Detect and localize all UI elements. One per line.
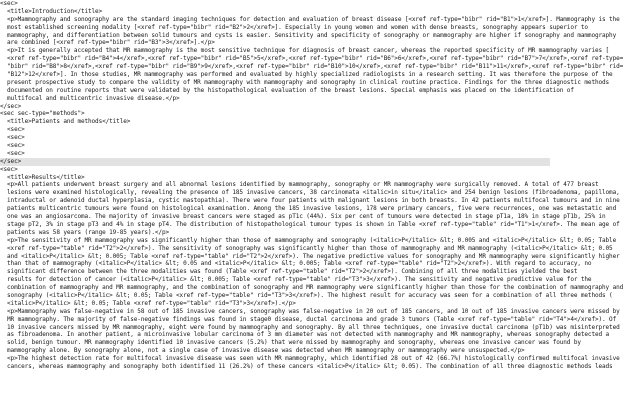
source-line — [0, 31, 617, 40]
source-line-text: <sec> — [0, 0, 18, 7]
source-line — [0, 63, 623, 71]
source-line-text: multifocal and multicentric invasive disease.</p> — [0, 94, 180, 102]
source-line — [0, 158, 550, 166]
source-line — [0, 8, 550, 16]
source-line — [0, 323, 620, 332]
source-line — [0, 252, 620, 261]
source-line-text: mammography, and differentiation between solid tumours and cysts is easier. Sensitivity and specificity of sonography or mammography are higher if sonography and mammography — [0, 31, 617, 39]
source-line-text: <title>Results</title> — [0, 173, 85, 181]
source-line — [0, 284, 623, 292]
source-line-text: <p>The sensitivity of MR mammography was significantly higher than those of mammography and sonography (<italic>P</italic> &lt; 0.005 and <italic>P</italic> &lt; 0.05; Table — [0, 236, 617, 244]
source-line — [0, 0, 550, 8]
source-line-text: <sec> — [0, 142, 25, 150]
source-line-text: <title>Patients and methods</title> — [0, 118, 131, 126]
source-line — [0, 95, 550, 103]
source-line — [0, 118, 550, 126]
source-line — [0, 47, 610, 55]
source-line-text: <sec> — [0, 149, 25, 157]
source-line — [0, 134, 550, 142]
source-line — [0, 86, 574, 95]
source-line-text: cancers, whereas mammography and sonography both identified 11 (26.2%) of these cancers <italic>P</italic> &lt; 0.05). The combination of all three diagnostic methods leads — [0, 362, 613, 370]
source-line — [0, 110, 550, 118]
source-line-text: than that of mammography (<italic>P</italic> &lt; 0.05 and <italic>P</italic> &lt; 0.005; Table <xref ref-type="table" rid="T2">2</xref>). With regard to accuracy, no — [0, 260, 592, 268]
source-line — [0, 189, 620, 197]
source-line-text: <sec sec-type="methods"> — [0, 110, 85, 118]
source-line-text: <sec> — [0, 134, 25, 142]
source-line-text: </sec> — [0, 102, 22, 110]
source-line — [0, 260, 592, 268]
source-line — [0, 347, 550, 355]
source-line — [0, 307, 620, 316]
source-line-text: mammography alone. By sonography alone, not a single case of invasive disease was detected when MR mammography or mammography were unsuspected.</p> — [0, 347, 525, 355]
source-line-text: <xref ref-type="bibr" rid="B4">4</xref>,<xref ref-type="bibr" rid="B5">5</xref>,<xref ref-type="bibr" rid="B6">6</xref>,<xref ref-type="bibr" rid="B7">7</xref>,<xref ref-type= — [0, 55, 623, 63]
source-line — [0, 150, 550, 158]
source-line-text: as fibroadenoma. In another patient, a microinvasive lobular carcinoma of 3 mm diameter was not detected with mammography and MR mammography, whereas sonography detected a — [0, 331, 610, 339]
source-line-text: sonography (<italic>P</italic> &lt; 0.05; Table <xref ref-type="table" rid="T3">3</xref>). The highest result for accuracy was seen for a combination of all three methods ( — [0, 291, 613, 299]
source-line — [0, 236, 617, 245]
source-line-text: <p>It is generally accepted that MR mammography is the most sensitive technique for diagnosis of breast cancer, whereas the reported specificity of MR mammography varies [ — [0, 47, 610, 55]
source-line — [0, 300, 550, 308]
source-line — [0, 197, 620, 205]
source-line — [0, 166, 550, 174]
source-line — [0, 23, 588, 32]
source-line — [0, 315, 617, 324]
source-line-text: combination of mammography and MR mammography, and the combination of sonography and MR mammography were significantly higher than those for the combination of mammography and — [0, 284, 623, 292]
source-line-text: <xref ref-type="table" rid="T2">2</xref>). The sensitivity of sonography was significantly higher than those of mammography and MR mammography (<italic>P</italic> &lt; 0.05 — [0, 244, 613, 252]
source-line-text: </sec> — [0, 157, 22, 165]
source-line — [0, 276, 592, 284]
source-line-text: most established screening modality [<xref ref-type="bibr" rid="B2">2</xref>]. Especially in young women and women with dense breasts, sonography appears superior to — [0, 23, 588, 31]
source-line-text: <italic>P</italic> &lt; 0.05; Table <xref ref-type="table" rid="T3">3</xref>).</p> — [0, 299, 296, 307]
source-line-text: one was an angiosarcoma. The majority of invasive breast cancers were staged as pT1c (44%). Six per cent of tumours were detected in stage pT1a, 18% in stage pT1b, 25% in — [0, 213, 606, 221]
source-line — [0, 355, 620, 363]
source-line-text: lesions were examined histologically, revealing the presence of 185 invasive cancers, 38 carcinomata <italic>in situ</italic> and 254 benign lesions (fibroadenoma, papilloma, — [0, 189, 620, 197]
source-line-text: solid, benign tumour. MR mammography identified 10 invasive cancers (5.2%) that were missed by mammography and sonography, whereas one invasive cancer was found by — [0, 339, 581, 347]
source-line-text: <sec> — [0, 165, 18, 173]
source-line — [0, 244, 613, 253]
source-line-text: results for detection of cancer (<italic>P</italic> &lt; 0.005; Table <xref ref-type="table" rid="T3">3</xref>). The sensitivity and negative predictive value for the — [0, 276, 592, 284]
source-line — [0, 331, 610, 339]
source-line — [0, 55, 623, 63]
source-line-text: <p>Mammography and sonography are the standard imaging techniques for detection and evaluation of breast disease [<xref ref-type="bibr" rid="B1">1</xref>]. Mammography is the — [0, 15, 620, 23]
source-line-text: stage pT2, 3% in stage pT3 and 4% in stage pT4. The distribution of histopathological tumour types is shown in Table <xref ref-type="table" rid="T1">1</xref>. The mean age of — [0, 220, 620, 228]
source-line — [0, 126, 550, 134]
source-line-text: are combined [<xref ref-type="bibr" rid="B3">3</xref>].</p> — [0, 39, 215, 47]
source-line-text: "bibr" rid="B8">8</xref>,<xref ref-type="bibr" rid="B9">9</xref>,<xref ref-type="bibr" rid="B10">10</xref>,<xref ref-type="bibr" rid="B11">11</xref>,<xref ref-type="bibr" rid= — [0, 63, 623, 71]
source-line-text: MR mammography. The majority of false-negative findings was found in stage0 disease, ductal carcinoma and grade 3 tumors (Table <xref ref-type="table" rid="T4">4</xref>). Of — [0, 315, 617, 323]
source-line-text: patients was 58 years (range 19-85 years).</p> — [0, 228, 169, 236]
source-line — [0, 339, 581, 347]
source-line — [0, 78, 610, 87]
source-line-text: documented on routine reports that were validated by the histopathological evaluation of the breast lesions. Special emphasis was placed on the identification of — [0, 86, 574, 94]
source-line — [0, 181, 599, 189]
source-line — [0, 229, 550, 237]
source-line-text: significant difference between the three modalities was found (Table <xref ref-type="table" rid="T2">2</xref>). Combining of all three modalities yielded the best — [0, 268, 578, 276]
source-line — [0, 213, 606, 221]
source-line — [0, 291, 613, 300]
source-line — [0, 15, 620, 24]
source-line — [0, 174, 550, 182]
source-line-text: present prospective study to compare the validity of MR mammography with mammography and sonography in clinical routine practice. Findings for the three diagnostic methods — [0, 78, 610, 86]
source-line-text: and <italic>P</italic> &lt; 0.005; Table <xref ref-type="table" rid="T2">2</xref>). The negative predictive values for sonography and MR mammography were significantly higher — [0, 252, 620, 260]
source-line-text: <title>Introduction</title> — [0, 7, 103, 15]
source-line-text: patients multicentric tumours were found on histological examination. Among the 185 invasive lesions, 178 were primary cancers, five were recurrences, one was metastatic and — [0, 205, 617, 213]
source-line — [0, 362, 613, 371]
source-line — [0, 142, 550, 150]
source-line — [0, 268, 578, 276]
source-line-text: <p>All patients underwent breast surgery and all abnormal lesions identified by mammography, sonography or MR mammography were surgically removed. A total of 477 breast — [0, 181, 599, 189]
source-line-text: 10 invasive cancers missed by MR mammography, eight were found by mammography and sonography. By all three techniques, one invasive ductal carcinoma (pT1b) was misinterpreted — [0, 323, 620, 331]
source-line — [0, 71, 613, 79]
source-line — [0, 220, 620, 229]
source-line-text: <p>The highest detection rate for multifocal invasive disease was seen with MR mammography, which identified 28 out of 42 (66.7%) histologically confirmed multifocal invasive — [0, 355, 620, 363]
source-line-text: intraductal or adenoid ductal hyperplasia, cystic mastopathia). There were four patients with malignant lesions in both breasts. In 42 patients multifocal tumours and in nine — [0, 197, 620, 205]
source-line — [0, 39, 550, 47]
source-line — [0, 205, 617, 213]
source-line-text: "B12">12</xref>]. In those studies, MR mammography was performed and evaluated by highly specialized radiologists in a research setting. It was therefore the purpose of the — [0, 71, 613, 79]
source-line — [0, 103, 550, 111]
source-line-text: <p>Mammography was false-negative in 58 out of 185 invasive cancers, sonography was false-negative in 20 out of 185 cancers, and 10 out of 185 invasive cancers were missed by — [0, 307, 620, 315]
source-line-text: <sec> — [0, 126, 25, 134]
